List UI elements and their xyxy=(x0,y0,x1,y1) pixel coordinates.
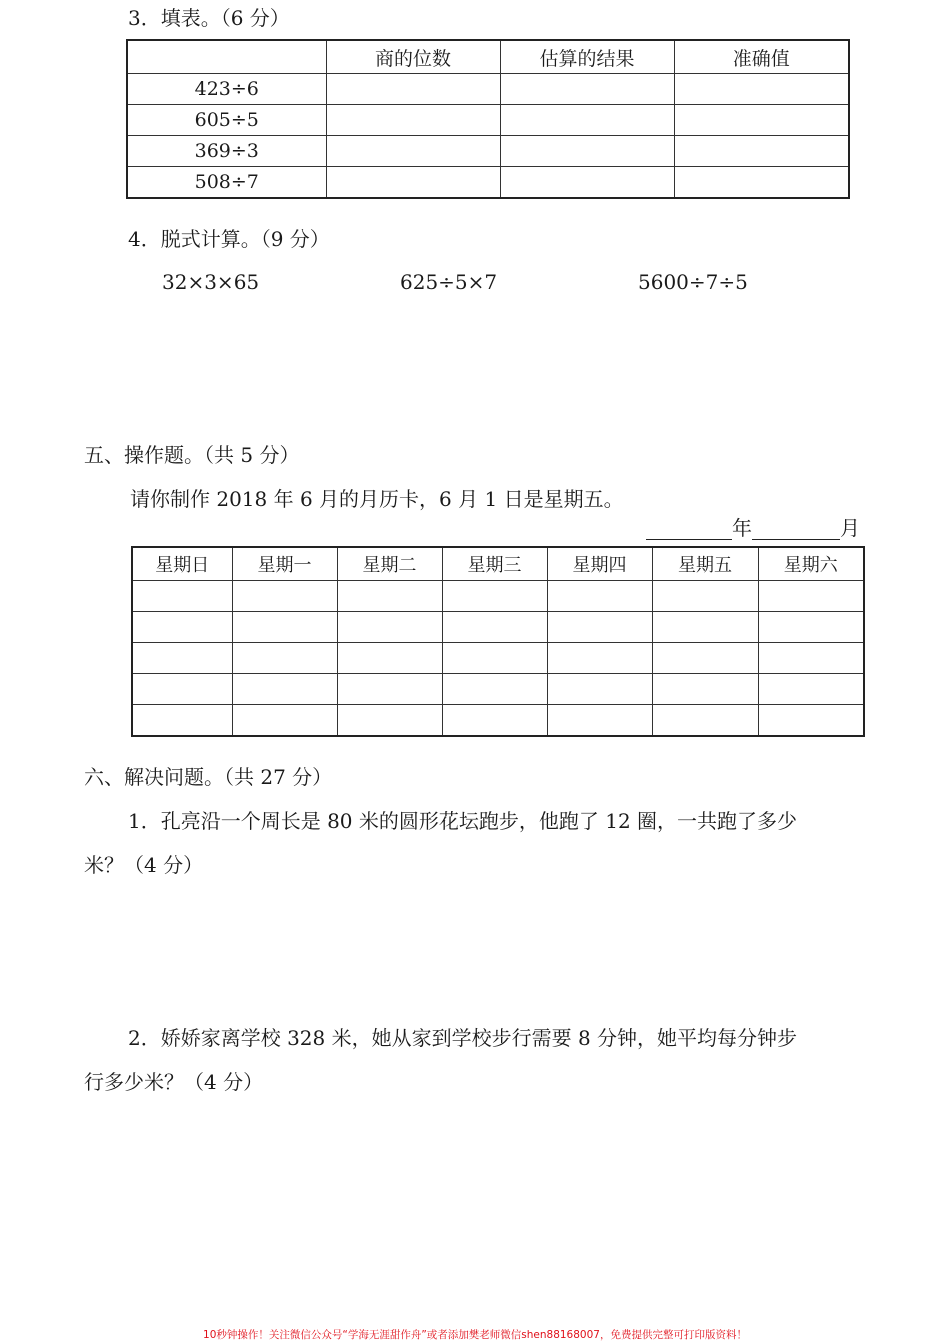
answer-cell[interactable] xyxy=(326,167,500,199)
calendar-cell[interactable] xyxy=(547,674,652,705)
q4-title: 4．脱式计算。（9 分） xyxy=(128,227,330,251)
problem1-line1: 1．孔亮沿一个周长是 80 米的圆形花坛跑步，他跑了 12 圈，一共跑了多少 xyxy=(128,809,798,833)
calendar-cell[interactable] xyxy=(758,643,864,674)
header-quotient-digits: 商的位数 xyxy=(326,40,500,74)
section5-prompt: 请你制作 2018 年 6 月的月历卡，6 月 1 日是星期五。 xyxy=(130,487,624,511)
table-row xyxy=(132,705,864,737)
calendar-cell[interactable] xyxy=(652,612,758,643)
division-expression: 605÷5 xyxy=(127,105,326,136)
calendar-cell[interactable] xyxy=(132,612,232,643)
table-row xyxy=(132,643,864,674)
table-row xyxy=(132,612,864,643)
calendar-cell[interactable] xyxy=(652,643,758,674)
answer-cell[interactable] xyxy=(326,136,500,167)
answer-cell[interactable] xyxy=(500,167,674,199)
answer-cell[interactable] xyxy=(326,74,500,105)
calendar-cell[interactable] xyxy=(442,643,547,674)
division-expression: 508÷7 xyxy=(127,167,326,199)
calendar-cell[interactable] xyxy=(232,643,337,674)
calendar-cell[interactable] xyxy=(232,581,337,612)
calendar-cell[interactable] xyxy=(547,581,652,612)
calendar-cell[interactable] xyxy=(652,674,758,705)
calc-expression-2: 625÷5×7 xyxy=(400,270,498,294)
answer-cell[interactable] xyxy=(674,74,849,105)
weekday-sunday: 星期日 xyxy=(132,547,232,581)
answer-cell[interactable] xyxy=(674,136,849,167)
calendar-cell[interactable] xyxy=(547,705,652,737)
weekday-friday: 星期五 xyxy=(652,547,758,581)
calendar-cell[interactable] xyxy=(132,643,232,674)
year-blank[interactable] xyxy=(646,521,732,540)
table-row xyxy=(127,74,849,105)
calendar-cell[interactable] xyxy=(337,674,442,705)
table-row xyxy=(127,136,849,167)
weekday-monday: 星期一 xyxy=(232,547,337,581)
calendar-cell[interactable] xyxy=(547,643,652,674)
calendar-cell[interactable] xyxy=(758,581,864,612)
calendar-cell[interactable] xyxy=(442,674,547,705)
footer-notice: 10秒钟操作！关注微信公众号“学海无涯甜作舟”或者添加樊老师微信shen88168007，免费提供完整可打印版资料！ xyxy=(203,1329,747,1341)
calendar-cell[interactable] xyxy=(652,705,758,737)
answer-cell[interactable] xyxy=(500,105,674,136)
answer-cell[interactable] xyxy=(500,136,674,167)
weekday-thursday: 星期四 xyxy=(547,547,652,581)
answer-cell[interactable] xyxy=(674,167,849,199)
calc-expression-1: 32×3×65 xyxy=(162,270,260,294)
problem2-line2: 行多少米？（4 分） xyxy=(84,1070,264,1094)
calendar-cell[interactable] xyxy=(337,705,442,737)
calendar-cell[interactable] xyxy=(758,674,864,705)
answer-cell[interactable] xyxy=(500,74,674,105)
answer-cell[interactable] xyxy=(326,105,500,136)
calendar-cell[interactable] xyxy=(337,643,442,674)
calendar-cell[interactable] xyxy=(758,705,864,737)
calendar-cell[interactable] xyxy=(547,612,652,643)
weekday-saturday: 星期六 xyxy=(758,547,864,581)
table-row xyxy=(132,581,864,612)
answer-cell[interactable] xyxy=(674,105,849,136)
calendar-cell[interactable] xyxy=(232,612,337,643)
year-char: 年 xyxy=(732,516,752,540)
table-row xyxy=(132,674,864,705)
calendar-header-row xyxy=(132,547,864,581)
year-month-line xyxy=(646,516,860,540)
header-exact-value: 准确值 xyxy=(674,40,849,74)
calendar-cell[interactable] xyxy=(652,581,758,612)
calendar-cell[interactable] xyxy=(132,581,232,612)
weekday-tuesday: 星期二 xyxy=(337,547,442,581)
division-expression: 369÷3 xyxy=(127,136,326,167)
calendar-cell[interactable] xyxy=(442,612,547,643)
calendar-cell[interactable] xyxy=(337,581,442,612)
fill-table-header-blank xyxy=(127,40,326,74)
calendar-cell[interactable] xyxy=(132,674,232,705)
division-expression: 423÷6 xyxy=(127,74,326,105)
problem1-line2: 米？（4 分） xyxy=(84,853,204,877)
calendar-cell[interactable] xyxy=(232,705,337,737)
calendar-cell[interactable] xyxy=(337,612,442,643)
calendar-cell[interactable] xyxy=(232,674,337,705)
weekday-wednesday: 星期三 xyxy=(442,547,547,581)
table-row xyxy=(127,105,849,136)
calendar-cell[interactable] xyxy=(442,705,547,737)
fill-table xyxy=(126,39,850,199)
section6-title: 六、解决问题。（共 27 分） xyxy=(84,765,333,789)
section5-title: 五、操作题。（共 5 分） xyxy=(84,443,300,467)
calendar-cell[interactable] xyxy=(442,581,547,612)
calendar-cell[interactable] xyxy=(758,612,864,643)
table-row xyxy=(127,167,849,199)
calendar-cell[interactable] xyxy=(132,705,232,737)
fill-table-header-row xyxy=(127,40,849,74)
problem2-line1: 2．娇娇家离学校 328 米，她从家到学校步行需要 8 分钟，她平均每分钟步 xyxy=(128,1026,798,1050)
calendar-table xyxy=(131,546,865,737)
q3-title: 3．填表。（6 分） xyxy=(128,6,290,30)
month-char: 月 xyxy=(840,516,860,540)
month-blank[interactable] xyxy=(752,521,840,540)
header-estimate-result: 估算的结果 xyxy=(500,40,674,74)
calc-expression-3: 5600÷7÷5 xyxy=(638,270,748,294)
